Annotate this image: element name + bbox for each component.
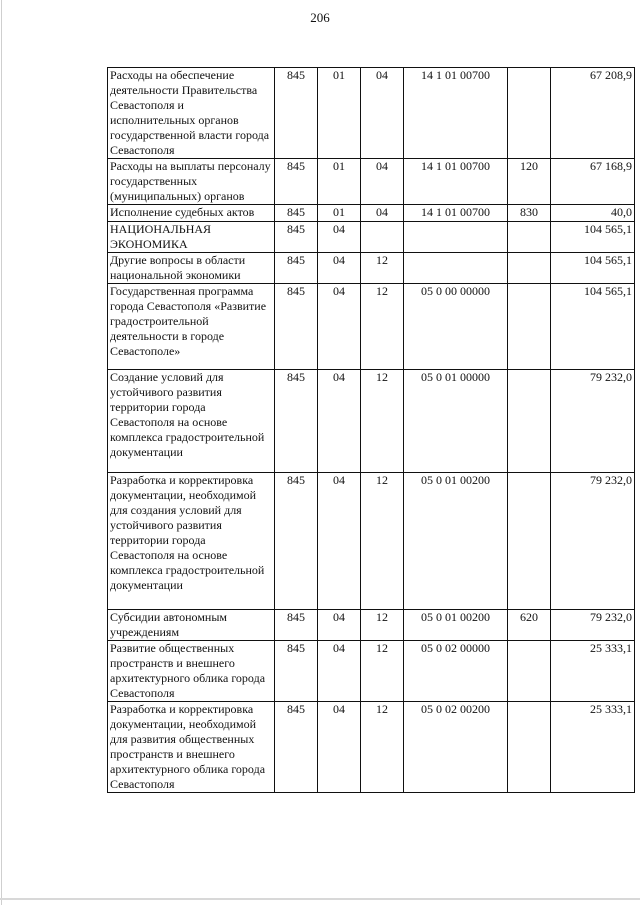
row-csr: 05 0 02 00200 — [404, 702, 508, 793]
row-sum: 79 232,0 — [551, 610, 635, 641]
row-vr — [508, 702, 551, 793]
row-ved: 845 — [275, 641, 318, 702]
row-csr: 05 0 01 00200 — [404, 473, 508, 610]
row-vr — [508, 370, 551, 473]
row-rz: 04 — [318, 222, 361, 253]
row-pr: 12 — [361, 253, 404, 284]
table-row — [108, 222, 635, 253]
row-sum: 79 232,0 — [551, 473, 635, 610]
table-row — [108, 205, 635, 222]
table-row — [108, 610, 635, 641]
row-name: НАЦИОНАЛЬНАЯ ЭКОНОМИКА — [108, 222, 275, 253]
row-csr: 05 0 01 00000 — [404, 370, 508, 473]
row-ved: 845 — [275, 473, 318, 610]
budget-table — [107, 67, 635, 793]
row-ved: 845 — [275, 284, 318, 370]
row-sum: 104 565,1 — [551, 222, 635, 253]
row-ved: 845 — [275, 205, 318, 222]
scan-bottom-edge — [0, 898, 640, 900]
row-vr — [508, 641, 551, 702]
row-vr — [508, 68, 551, 159]
row-csr: 14 1 01 00700 — [404, 68, 508, 159]
row-csr — [404, 253, 508, 284]
row-pr: 12 — [361, 473, 404, 610]
table-row — [108, 253, 635, 284]
table-row — [108, 473, 635, 610]
row-name: Разработка и корректировка документации, необходимой для создания условий для устойчивого развития территории города Севастополя на основе комплекса градостроительной документации — [108, 473, 275, 610]
row-rz: 04 — [318, 702, 361, 793]
row-sum: 79 232,0 — [551, 370, 635, 473]
row-rz: 04 — [318, 370, 361, 473]
row-ved: 845 — [275, 222, 318, 253]
row-sum: 40,0 — [551, 205, 635, 222]
table-row — [108, 284, 635, 370]
row-csr: 14 1 01 00700 — [404, 205, 508, 222]
row-pr: 04 — [361, 68, 404, 159]
row-csr: 05 0 00 00000 — [404, 284, 508, 370]
row-name: Исполнение судебных актов — [108, 205, 275, 222]
table-row — [108, 641, 635, 702]
row-pr: 12 — [361, 702, 404, 793]
row-vr — [508, 222, 551, 253]
row-vr: 830 — [508, 205, 551, 222]
row-ved: 845 — [275, 610, 318, 641]
row-rz: 01 — [318, 68, 361, 159]
row-pr: 12 — [361, 641, 404, 702]
row-name: Государственная программа города Севастополя «Развитие градостроительной деятельности в городе Севастополе» — [108, 284, 275, 370]
row-ved: 845 — [275, 370, 318, 473]
table-row — [108, 159, 635, 205]
table-row — [108, 370, 635, 473]
scan-edge — [1, 0, 2, 905]
row-sum: 25 333,1 — [551, 702, 635, 793]
row-vr — [508, 473, 551, 610]
row-pr: 12 — [361, 370, 404, 473]
page-number: 206 — [310, 10, 330, 25]
row-sum: 104 565,1 — [551, 284, 635, 370]
row-name: Развитие общественных пространств и внешнего архитектурного облика города Севастополя — [108, 641, 275, 702]
row-rz: 04 — [318, 284, 361, 370]
row-ved: 845 — [275, 702, 318, 793]
row-rz: 04 — [318, 473, 361, 610]
row-vr: 620 — [508, 610, 551, 641]
row-name: Другие вопросы в области национальной экономики — [108, 253, 275, 284]
row-pr — [361, 222, 404, 253]
row-name: Субсидии автономным учреждениям — [108, 610, 275, 641]
row-rz: 01 — [318, 159, 361, 205]
row-csr — [404, 222, 508, 253]
row-name: Разработка и корректировка документации, необходимой для развития общественных пространств и внешнего архитектурного облика города Севастополя — [108, 702, 275, 793]
row-pr: 04 — [361, 205, 404, 222]
row-sum: 104 565,1 — [551, 253, 635, 284]
row-pr: 12 — [361, 610, 404, 641]
table-row — [108, 702, 635, 793]
row-ved: 845 — [275, 68, 318, 159]
row-sum: 67 208,9 — [551, 68, 635, 159]
row-csr: 05 0 01 00200 — [404, 610, 508, 641]
row-vr: 120 — [508, 159, 551, 205]
row-ved: 845 — [275, 159, 318, 205]
row-sum: 25 333,1 — [551, 641, 635, 702]
row-rz: 01 — [318, 205, 361, 222]
row-rz: 04 — [318, 641, 361, 702]
row-rz: 04 — [318, 253, 361, 284]
row-csr: 05 0 02 00000 — [404, 641, 508, 702]
row-sum: 67 168,9 — [551, 159, 635, 205]
table-row — [108, 68, 635, 159]
row-vr — [508, 284, 551, 370]
row-name: Расходы на обеспечение деятельности Правительства Севастополя и исполнительных органов государственной власти города Севастополя — [108, 68, 275, 159]
row-csr: 14 1 01 00700 — [404, 159, 508, 205]
row-name: Создание условий для устойчивого развития территории города Севастополя на основе комплекса градостроительной документации — [108, 370, 275, 473]
row-name: Расходы на выплаты персоналу государственных (муниципальных) органов — [108, 159, 275, 205]
row-pr: 12 — [361, 284, 404, 370]
row-ved: 845 — [275, 253, 318, 284]
row-vr — [508, 253, 551, 284]
row-pr: 04 — [361, 159, 404, 205]
row-rz: 04 — [318, 610, 361, 641]
